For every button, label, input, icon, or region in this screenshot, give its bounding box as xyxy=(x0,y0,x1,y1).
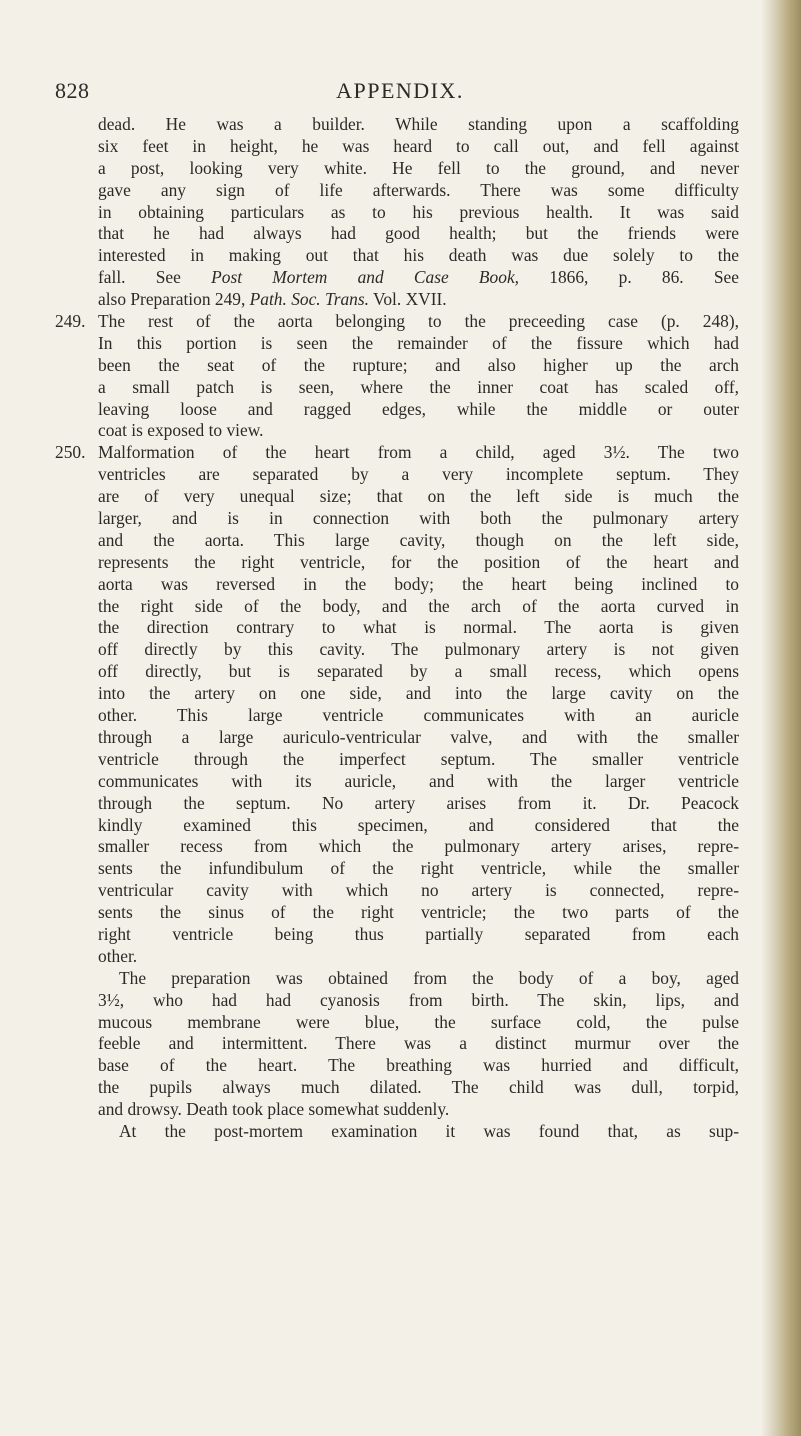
line-text: larger, and is in connection with both the pulmonary artery xyxy=(98,508,739,529)
line-text: interested in making out that his death was due solely to the xyxy=(98,245,739,266)
text-line xyxy=(55,136,755,158)
line-text: off directly, but is separated by a small recess, which opens xyxy=(98,661,739,682)
text-line xyxy=(55,333,755,355)
line-text: other. xyxy=(98,945,138,966)
line-text: into the artery on one side, and into the large cavity on the xyxy=(98,683,739,704)
line-text: that he had always had good health; but the friends were xyxy=(98,223,739,244)
text-line xyxy=(55,1012,755,1034)
line-text-roman: fall. See xyxy=(98,267,212,288)
text-line xyxy=(55,223,755,245)
text-line xyxy=(55,1099,755,1121)
text-line xyxy=(55,1121,755,1143)
line-text: the right side of the body, and the arch of the aorta curved in xyxy=(98,595,739,616)
line-text: sents the sinus of the right ventricle; the two parts of the xyxy=(98,902,739,923)
line-text: other. This large ventricle communicates with an auricle xyxy=(98,705,739,726)
line-text-roman: also Preparation 249, xyxy=(98,289,250,310)
text-line xyxy=(55,508,755,530)
text-line xyxy=(55,574,755,596)
text-line xyxy=(55,202,755,224)
line-text: represents the right ventricle, for the position of the heart and xyxy=(98,551,739,572)
text-line xyxy=(55,836,755,858)
text-line xyxy=(55,245,755,267)
text-line xyxy=(55,355,755,377)
line-text: a small patch is seen, where the inner coat has scaled off, xyxy=(98,376,739,397)
line-text: right ventricle being thus partially separated from each xyxy=(98,923,739,944)
text-line xyxy=(55,771,755,793)
text-line xyxy=(55,1055,755,1077)
text-line xyxy=(55,1033,755,1055)
line-text: coat is exposed to view. xyxy=(98,420,264,441)
running-head: APPENDIX. xyxy=(336,78,464,103)
text-line xyxy=(55,114,755,136)
text-line xyxy=(55,530,755,552)
text-line xyxy=(55,815,755,837)
line-text: Malformation of the heart from a child, aged 3½. The two xyxy=(98,442,739,463)
text-line xyxy=(55,267,755,289)
text-line xyxy=(55,464,755,486)
text-line xyxy=(55,399,755,421)
line-text-italic: Post Mortem and Case Book, xyxy=(211,267,520,288)
line-text: gave any sign of life afterwards. There was some difficulty xyxy=(98,179,739,200)
text-line xyxy=(55,158,755,180)
line-text: 3½, who had had cyanosis from birth. The skin, lips, and xyxy=(98,989,739,1010)
text-line xyxy=(55,289,755,311)
line-text: At the post-mortem examination it was found that, as sup- xyxy=(119,1120,739,1141)
text-line xyxy=(55,486,755,508)
line-text: ventricle through the imperfect septum. The smaller ventricle xyxy=(98,748,739,769)
line-text: feeble and intermittent. There was a distinct murmur over the xyxy=(98,1033,739,1054)
text-line xyxy=(55,180,755,202)
text-line xyxy=(55,990,755,1012)
text-line xyxy=(55,902,755,924)
line-text: six feet in height, he was heard to call out, and fell against xyxy=(98,135,739,156)
line-text-italic: Path. Soc. Trans. xyxy=(249,289,369,310)
line-text-roman: 1866, p. 86. See xyxy=(519,267,739,288)
text-line xyxy=(55,793,755,815)
line-text: through a large auriculo-ventricular valve, and with the smaller xyxy=(98,726,739,747)
line-text xyxy=(98,267,739,289)
text-line xyxy=(55,1077,755,1099)
text-line xyxy=(55,968,755,990)
line-text: the pupils always much dilated. The child was dull, torpid, xyxy=(98,1077,739,1098)
line-text: the direction contrary to what is normal. The aorta is given xyxy=(98,617,739,638)
line-text: and drowsy. Death took place somewhat suddenly. xyxy=(98,1099,450,1120)
line-text xyxy=(98,289,447,311)
line-text: are of very unequal size; that on the left side is much the xyxy=(98,486,739,507)
page-header xyxy=(55,78,745,112)
line-text: mucous membrane were blue, the surface cold, the pulse xyxy=(98,1011,739,1032)
line-text: ventricles are separated by a very incomplete septum. They xyxy=(98,464,739,485)
text-line xyxy=(55,705,755,727)
text-line xyxy=(55,552,755,574)
specimen-number: 249. xyxy=(55,311,86,332)
line-text: The rest of the aorta belonging to the preceeding case (p. 248), xyxy=(98,311,739,332)
line-text: communicates with its auricle, and with the larger ventricle xyxy=(98,770,739,791)
text-line xyxy=(55,639,755,661)
line-text: through the septum. No artery arises from it. Dr. Peacock xyxy=(98,792,739,813)
text-line xyxy=(55,377,755,399)
line-text: and the aorta. This large cavity, though on the left side, xyxy=(98,529,739,550)
page-edge-shadow xyxy=(761,0,801,1436)
text-line xyxy=(55,661,755,683)
text-line xyxy=(55,311,755,333)
line-text: sents the infundibulum of the right ventricle, while the smaller xyxy=(98,858,739,879)
line-text: In this portion is seen the remainder of the fissure which had xyxy=(98,332,739,353)
text-line xyxy=(55,880,755,902)
line-text: in obtaining particulars as to his previous health. It was said xyxy=(98,201,739,222)
text-line xyxy=(55,683,755,705)
body-text xyxy=(55,114,755,1143)
line-text-roman: Vol. XVII. xyxy=(369,289,447,310)
text-line xyxy=(55,749,755,771)
line-text: base of the heart. The breathing was hurried and difficult, xyxy=(98,1055,739,1076)
line-text: leaving loose and ragged edges, while the middle or outer xyxy=(98,398,739,419)
specimen-number: 250. xyxy=(55,442,86,463)
line-text: a post, looking very white. He fell to the ground, and never xyxy=(98,157,739,178)
text-line xyxy=(55,442,755,464)
text-line xyxy=(55,596,755,618)
line-text: The preparation was obtained from the body of a boy, aged xyxy=(119,967,739,988)
page-number: 828 xyxy=(55,78,90,103)
line-text: off directly by this cavity. The pulmonary artery is not given xyxy=(98,639,739,660)
line-text: smaller recess from which the pulmonary artery arises, repre- xyxy=(98,836,739,857)
text-line xyxy=(55,420,755,442)
text-line xyxy=(55,924,755,946)
line-text: been the seat of the rupture; and also higher up the arch xyxy=(98,354,739,375)
line-text: aorta was reversed in the body; the heart being inclined to xyxy=(98,573,739,594)
text-line xyxy=(55,617,755,639)
line-text: kindly examined this specimen, and considered that the xyxy=(98,814,739,835)
line-text: dead. He was a builder. While standing upon a scaffolding xyxy=(98,114,739,134)
text-line xyxy=(55,858,755,880)
text-line xyxy=(55,727,755,749)
line-text: ventricular cavity with which no artery is connected, repre- xyxy=(98,880,739,901)
text-line xyxy=(55,946,755,968)
